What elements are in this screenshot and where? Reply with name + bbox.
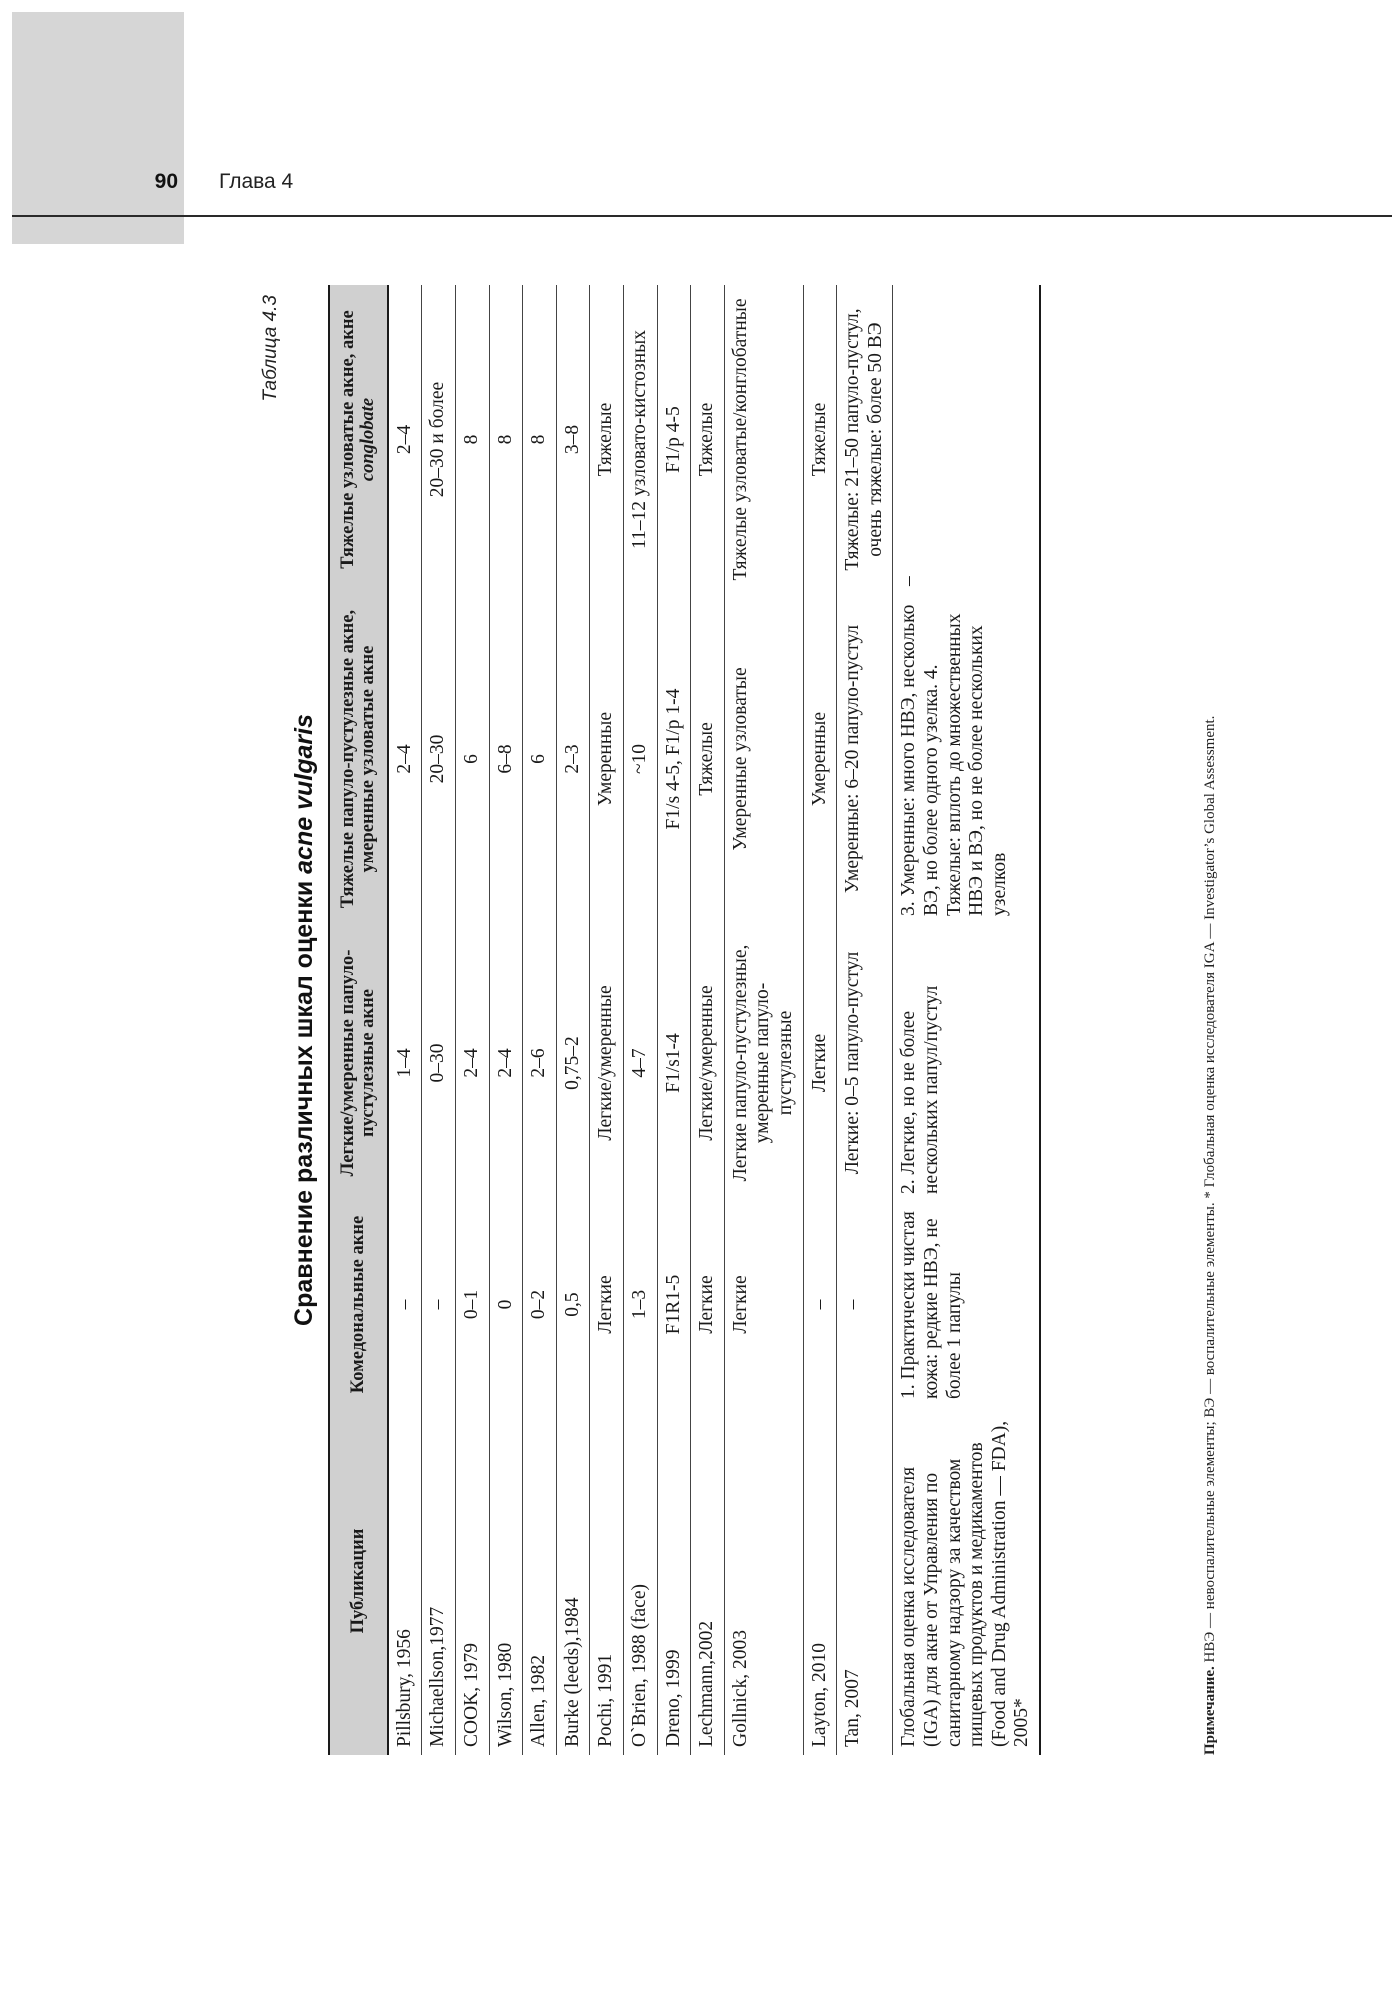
- table-row: [724, 285, 803, 1755]
- cell-value: 2–4: [388, 594, 422, 924]
- cell-value: 2–6: [523, 924, 557, 1202]
- table-row: [422, 285, 456, 1755]
- header-publications: Публикации: [329, 1407, 388, 1755]
- cell-value: 0–2: [523, 1202, 557, 1407]
- table-row: [893, 285, 1040, 1755]
- table-row: [837, 285, 893, 1755]
- cell-value: Легкие: [590, 1202, 624, 1407]
- cell-value: Умеренные: 6–20 папуло-пустул: [837, 594, 893, 924]
- cell-publication: Gollnick, 2003: [724, 1407, 803, 1755]
- cell-value: 0,5: [556, 1202, 590, 1407]
- header-divider: [12, 215, 1392, 217]
- cell-value: 8: [523, 285, 557, 594]
- cell-value: Тяжелые: [691, 594, 725, 924]
- cell-value: Умеренные: [803, 594, 837, 924]
- cell-publication: Michaellson,1977: [422, 1407, 456, 1755]
- cell-value: 3. Умеренные: много НВЭ, несколько ВЭ, но более одного узелка. 4. Тяжелые: вплоть до множественных НВЭ и ВЭ, но не более нескольких узелков: [893, 594, 1040, 924]
- cell-value: 0: [489, 1202, 523, 1407]
- table-title: [290, 285, 319, 1755]
- cell-value: Легкие: [724, 1202, 803, 1407]
- table-row: [455, 285, 489, 1755]
- cell-value: –: [803, 1202, 837, 1407]
- cell-publication: Allen, 1982: [523, 1407, 557, 1755]
- cell-value: F1R1-5: [657, 1202, 691, 1407]
- cell-value: 1–4: [388, 924, 422, 1202]
- table-row: [657, 285, 691, 1755]
- cell-value: 2–4: [455, 924, 489, 1202]
- table-row: [590, 285, 624, 1755]
- cell-value: 20–30: [422, 594, 456, 924]
- cell-value: 1–3: [623, 1202, 657, 1407]
- table-row: [803, 285, 837, 1755]
- cell-value: 11–12 узловато-кистозных: [623, 285, 657, 594]
- cell-value: Тяжелые: [691, 285, 725, 594]
- table-header: [329, 285, 388, 1755]
- note-text: НВЭ — невоспалительные элементы; ВЭ — воспалительные элементы. * Глобальная оценка исследователя IGA — Investigator’s Global Assessment.: [1202, 715, 1218, 1667]
- cell-publication: Pochi, 1991: [590, 1407, 624, 1755]
- table-row: [691, 285, 725, 1755]
- cell-publication: Burke (leeds),1984: [556, 1407, 590, 1755]
- cell-value: Тяжелые: 21–50 папуло-пустул, очень тяжелые: более 50 ВЭ: [837, 285, 893, 594]
- cell-value: Легкие: 0–5 папуло-пустул: [837, 924, 893, 1202]
- header-conglobate: conglobate: [358, 397, 379, 482]
- table-title-italic: acne vulgaris: [290, 714, 318, 874]
- cell-publication: Layton, 2010: [803, 1407, 837, 1755]
- cell-value: Тяжелые узловатые/конглобатные: [724, 285, 803, 594]
- header-severe-nodular-text: Тяжелые узловатые акне, акне: [338, 310, 358, 569]
- cell-value: 0–30: [422, 924, 456, 1202]
- cell-value: 3–8: [556, 285, 590, 594]
- header-severe-papulopustular: Тяжелые папуло-пустулезные акне, умеренные узловатые акне: [329, 594, 388, 924]
- cell-value: –: [837, 1202, 893, 1407]
- cell-value: 6–8: [489, 594, 523, 924]
- table-row: [489, 285, 523, 1755]
- page-tab-marker: [12, 12, 184, 244]
- cell-publication: Pillsbury, 1956: [388, 1407, 422, 1755]
- cell-value: 4–7: [623, 924, 657, 1202]
- page-number: 90: [154, 170, 178, 193]
- cell-value: 20–30 и более: [422, 285, 456, 594]
- cell-value: 2–4: [489, 924, 523, 1202]
- table-note: [1202, 285, 1219, 1755]
- rotated-table-content: [240, 285, 1240, 1755]
- cell-publication: COOK, 1979: [455, 1407, 489, 1755]
- cell-value: 2. Легкие, но не более нескольких папул/пустул: [893, 924, 1040, 1202]
- cell-value: Легкие/умеренные: [590, 924, 624, 1202]
- cell-value: 6: [455, 594, 489, 924]
- cell-value: 6: [523, 594, 557, 924]
- cell-publication: Dreno, 1999: [657, 1407, 691, 1755]
- table-title-main: Сравнение различных шкал оценки: [290, 873, 318, 1326]
- cell-value: Легкие: [691, 1202, 725, 1407]
- cell-value: 8: [489, 285, 523, 594]
- cell-value: Легкие папуло-пустулезные, умеренные папуло-пустулезные: [724, 924, 803, 1202]
- cell-value: –: [893, 285, 1040, 594]
- cell-value: F1/s1-4: [657, 924, 691, 1202]
- cell-value: 2–3: [556, 594, 590, 924]
- cell-value: Тяжелые: [803, 285, 837, 594]
- cell-publication: O`Brien, 1988 (face): [623, 1407, 657, 1755]
- cell-value: –: [388, 1202, 422, 1407]
- table-body: [388, 285, 1040, 1755]
- comparison-table: [328, 285, 1041, 1755]
- cell-value: 2–4: [388, 285, 422, 594]
- table-row: [523, 285, 557, 1755]
- header-row: [329, 285, 388, 1755]
- header-comedonal: Комедональные акне: [329, 1202, 388, 1407]
- header-mild-moderate: Легкие/умеренные папуло-пустулезные акне: [329, 924, 388, 1202]
- cell-value: 0,75–2: [556, 924, 590, 1202]
- cell-publication: Lechmann,2002: [691, 1407, 725, 1755]
- cell-value: F1/s 4-5, F1/p 1-4: [657, 594, 691, 924]
- cell-value: Умеренные: [590, 594, 624, 924]
- table-row: [388, 285, 422, 1755]
- cell-value: Легкие: [803, 924, 837, 1202]
- table-label: Таблица 4.3: [260, 295, 281, 402]
- cell-value: Тяжелые: [590, 285, 624, 594]
- cell-value: 1. Практически чистая кожа: редкие НВЭ, не более 1 папулы: [893, 1202, 1040, 1407]
- cell-publication: Wilson, 1980: [489, 1407, 523, 1755]
- cell-value: ~10: [623, 594, 657, 924]
- header-severe-nodular: [329, 285, 388, 594]
- cell-value: F1/p 4-5: [657, 285, 691, 594]
- cell-value: Легкие/умеренные: [691, 924, 725, 1202]
- table-row: [556, 285, 590, 1755]
- cell-value: –: [422, 1202, 456, 1407]
- note-label: Примечание.: [1202, 1666, 1218, 1755]
- table-row: [623, 285, 657, 1755]
- cell-publication: Глобальная оценка исследователя (IGA) для акне от Управления по санитарному надзору за качеством пищевых продуктов и медикаментов (Food and Drug Administration — FDA), 2005*: [893, 1407, 1040, 1755]
- cell-value: 8: [455, 285, 489, 594]
- chapter-title: Глава 4: [219, 170, 294, 193]
- cell-value: 0–1: [455, 1202, 489, 1407]
- cell-publication: Tan, 2007: [837, 1407, 893, 1755]
- cell-value: Умеренные узловатые: [724, 594, 803, 924]
